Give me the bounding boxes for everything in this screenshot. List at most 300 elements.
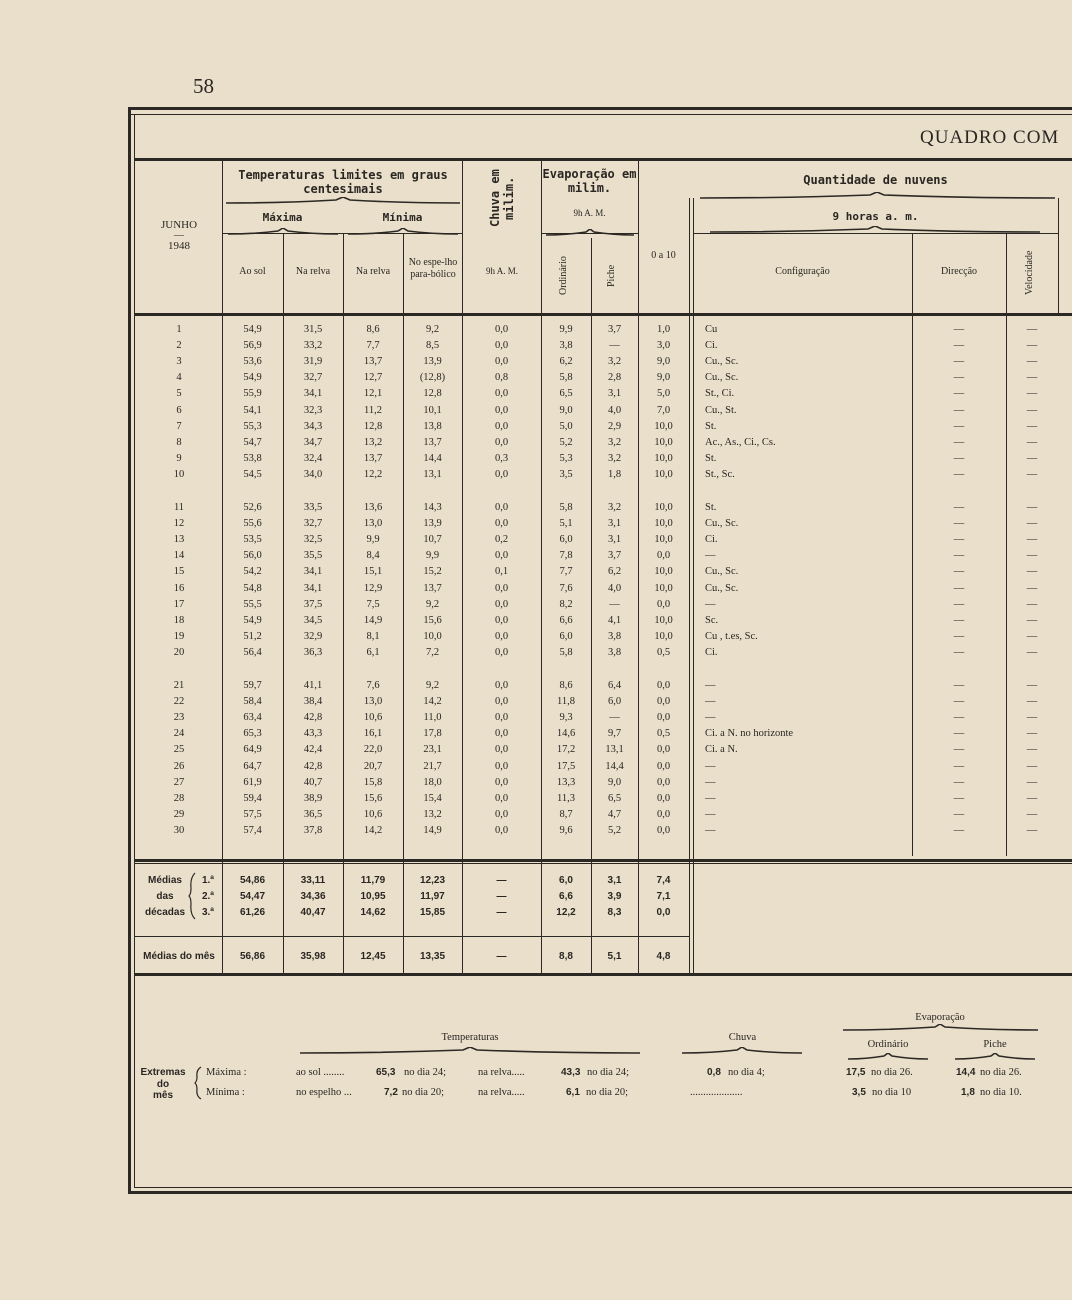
cell-nuvens-direccao: — bbox=[953, 680, 965, 691]
cell-nuvens-velocidade: — bbox=[1026, 452, 1038, 464]
max-sol-day: no dia 24; bbox=[404, 1067, 446, 1078]
cell-evap-ordinario: 7,7 bbox=[559, 566, 573, 578]
cell-max-na-relva: 35,5 bbox=[303, 550, 323, 562]
max-relva-label: na relva..... bbox=[478, 1067, 525, 1078]
cell-nuvens-quantidade: 10,0 bbox=[654, 582, 673, 594]
cell-nuvens-quantidade: 0,0 bbox=[656, 712, 671, 724]
maxima-row-label: Máxima : bbox=[206, 1067, 247, 1078]
cell-day: 23 bbox=[173, 712, 185, 724]
cell-min-na-relva: 15,6 bbox=[363, 792, 383, 804]
cell-evap-ordinario: 6,2 bbox=[559, 356, 573, 368]
cell-nuvens-velocidade: — bbox=[1026, 614, 1038, 626]
min-piche-value: 1,8 bbox=[961, 1087, 975, 1098]
cell-max-ao-sol: 54,9 bbox=[243, 372, 262, 384]
extremes-chuva-header: Chuva bbox=[728, 1032, 757, 1043]
cell-nuvens-configuracao: Ci. a N. no horizonte bbox=[705, 728, 794, 740]
cell-min-na-relva: 6,1 bbox=[366, 646, 380, 658]
medias-label: Médias bbox=[148, 875, 182, 886]
cell-min-na-relva: 15,1 bbox=[363, 566, 383, 578]
max-ord-value: 17,5 bbox=[846, 1067, 866, 1078]
cell-day: 21 bbox=[173, 680, 185, 691]
cell-evap-ordinario: 11,3 bbox=[557, 792, 575, 804]
cell-min-no-espelho: 13,8 bbox=[423, 420, 442, 432]
cell-min-no-espelho: 13,7 bbox=[423, 436, 442, 448]
decade-mean-value: 54,86 bbox=[239, 875, 266, 886]
cell-min-no-espelho: 12,8 bbox=[423, 388, 442, 400]
min-relva-day: no dia 20; bbox=[586, 1087, 628, 1098]
cell-day: 22 bbox=[173, 696, 185, 708]
cell-evap-piche: 6,4 bbox=[607, 680, 622, 691]
cell-evap-ordinario: 17,5 bbox=[556, 760, 576, 772]
cell-nuvens-velocidade: — bbox=[1026, 744, 1038, 756]
cell-nuvens-quantidade: 10,0 bbox=[654, 436, 673, 448]
cell-day: 7 bbox=[176, 420, 182, 432]
cell-chuva: 0,8 bbox=[494, 372, 509, 384]
cell-nuvens-direccao: — bbox=[953, 502, 965, 513]
table-title: QUADRO COM bbox=[920, 127, 1060, 148]
cell-chuva: 0,0 bbox=[494, 388, 509, 400]
cell-nuvens-quantidade: 10,0 bbox=[654, 468, 673, 480]
decade-mean-value: 14,62 bbox=[360, 907, 386, 918]
cell-nuvens-quantidade: 10,0 bbox=[654, 614, 673, 626]
cell-max-na-relva: 42,8 bbox=[303, 760, 323, 772]
cell-day: 8 bbox=[176, 436, 182, 448]
cell-nuvens-configuracao: — bbox=[705, 824, 716, 836]
cell-evap-piche: 4,7 bbox=[607, 808, 622, 820]
max-sol-label: ao sol ........ bbox=[296, 1067, 345, 1078]
cell-chuva: 0,0 bbox=[494, 582, 509, 594]
cell-nuvens-direccao: — bbox=[953, 646, 965, 658]
decade-mean-value: 6,0 bbox=[559, 875, 573, 886]
cell-min-no-espelho: 21,7 bbox=[423, 760, 442, 772]
cell-nuvens-velocidade: — bbox=[1026, 598, 1038, 610]
brace-extremes-chuva bbox=[682, 1047, 802, 1054]
cell-min-na-relva: 13,7 bbox=[363, 356, 383, 368]
cell-max-na-relva: 38,4 bbox=[303, 696, 323, 708]
cell-max-na-relva: 34,0 bbox=[303, 468, 323, 480]
cell-nuvens-direccao: — bbox=[953, 324, 965, 335]
cell-nuvens-direccao: — bbox=[953, 550, 965, 562]
cell-max-na-relva: 32,4 bbox=[303, 452, 323, 464]
extremes-ordinario-header: Ordinário bbox=[867, 1039, 909, 1050]
cell-evap-piche: 1,8 bbox=[607, 468, 622, 480]
cell-nuvens-direccao: — bbox=[953, 824, 965, 836]
frame-left-rule bbox=[128, 107, 131, 1194]
cell-nuvens-velocidade: — bbox=[1026, 436, 1038, 448]
month-mean-value: — bbox=[496, 951, 507, 962]
configuracao-header: Configuração bbox=[775, 266, 830, 277]
cell-nuvens-direccao: — bbox=[953, 728, 965, 740]
decade-mean-value: 15,85 bbox=[419, 907, 446, 918]
cell-nuvens-configuracao: — bbox=[705, 792, 716, 804]
cell-max-ao-sol: 56,9 bbox=[243, 340, 262, 352]
cell-evap-ordinario: 17,2 bbox=[556, 744, 576, 756]
cell-nuvens-configuracao: Cu., Sc. bbox=[705, 356, 739, 368]
cell-max-ao-sol: 54,9 bbox=[243, 324, 262, 335]
decade-mean-value: 0,0 bbox=[656, 907, 671, 918]
cell-nuvens-quantidade: 9,0 bbox=[656, 372, 671, 384]
cell-nuvens-velocidade: — bbox=[1026, 630, 1038, 642]
min-ord-day: no dia 10 bbox=[872, 1087, 912, 1098]
cell-min-na-relva: 13,7 bbox=[363, 452, 383, 464]
cell-min-na-relva: 20,7 bbox=[363, 760, 383, 772]
cell-min-no-espelho: 10,1 bbox=[423, 404, 442, 416]
cell-chuva: 0,0 bbox=[494, 356, 509, 368]
cell-nuvens-direccao: — bbox=[953, 696, 965, 708]
decade-mean-value: 33,11 bbox=[300, 875, 326, 886]
cell-day: 30 bbox=[173, 824, 185, 836]
cell-nuvens-velocidade: — bbox=[1026, 728, 1038, 740]
cell-min-na-relva: 11,2 bbox=[364, 404, 382, 416]
cell-evap-ordinario: 8,7 bbox=[559, 808, 573, 820]
cell-chuva: 0,0 bbox=[494, 598, 509, 610]
decade-mean-value: 3,9 bbox=[607, 891, 622, 902]
cell-evap-ordinario: 5,8 bbox=[559, 502, 573, 513]
cell-nuvens-direccao: — bbox=[953, 598, 965, 610]
cell-day: 16 bbox=[173, 582, 185, 594]
brace-temp bbox=[226, 197, 460, 204]
direccao-header: Direcção bbox=[940, 266, 978, 277]
cell-evap-piche: 3,1 bbox=[607, 518, 622, 530]
max-relva-value: 43,3 bbox=[561, 1067, 581, 1078]
cell-nuvens-configuracao: Cu., Sc. bbox=[705, 372, 739, 384]
decade-mean-value: 11,97 bbox=[420, 891, 445, 902]
cell-chuva: 0,0 bbox=[494, 744, 509, 756]
cell-min-no-espelho: 15,4 bbox=[423, 792, 442, 804]
cell-chuva: 0,3 bbox=[494, 452, 509, 464]
col-rule bbox=[1058, 198, 1059, 313]
cell-max-ao-sol: 55,5 bbox=[243, 598, 262, 610]
max-sol-value: 65,3 bbox=[376, 1067, 396, 1078]
cell-nuvens-direccao: — bbox=[953, 468, 965, 480]
decade-mean-value: 61,26 bbox=[239, 907, 266, 918]
cell-chuva: 0,0 bbox=[494, 420, 509, 432]
cell-evap-piche: 6,2 bbox=[607, 566, 622, 578]
cell-max-na-relva: 34,1 bbox=[303, 566, 323, 578]
cell-max-ao-sol: 63,4 bbox=[243, 712, 262, 724]
cell-min-no-espelho: 13,1 bbox=[423, 468, 442, 480]
cell-min-no-espelho: 13,9 bbox=[423, 518, 442, 530]
page-number: 58 bbox=[193, 74, 214, 98]
extremas-brace bbox=[194, 1066, 202, 1100]
cell-min-na-relva: 12,1 bbox=[363, 388, 383, 400]
cell-evap-ordinario: 5,2 bbox=[559, 436, 573, 448]
cell-nuvens-velocidade: — bbox=[1026, 534, 1038, 546]
nove-horas-header: 9 horas a. m. bbox=[832, 210, 919, 223]
cell-nuvens-quantidade: 10,0 bbox=[654, 630, 673, 642]
cell-nuvens-velocidade: — bbox=[1026, 792, 1038, 804]
cell-day: 15 bbox=[173, 566, 185, 578]
cell-nuvens-direccao: — bbox=[953, 744, 965, 756]
cell-chuva: 0,0 bbox=[494, 824, 509, 836]
cell-min-no-espelho: (12,8) bbox=[419, 372, 446, 384]
cell-day: — bbox=[173, 858, 185, 869]
cell-chuva: 0,0 bbox=[494, 760, 509, 772]
decade-mean-value: 10,95 bbox=[360, 891, 386, 902]
cell-chuva: 0,0 bbox=[494, 712, 509, 724]
frame-left-rule-inner bbox=[134, 114, 135, 1188]
do-label: do bbox=[156, 1079, 170, 1090]
cell-evap-piche: 3,1 bbox=[607, 534, 622, 546]
year-label: 1948 bbox=[168, 240, 190, 252]
cell-evap-ordinario: 13,3 bbox=[556, 776, 576, 788]
cell-day: 13 bbox=[173, 534, 185, 546]
cell-evap-piche: 6,5 bbox=[607, 792, 622, 804]
cell-min-na-relva: 7,7 bbox=[366, 340, 380, 352]
cell-chuva: 0,0 bbox=[494, 404, 509, 416]
cell-max-ao-sol: 54,9 bbox=[243, 614, 262, 626]
cell-nuvens-quantidade: 0,0 bbox=[656, 776, 671, 788]
month-mean-value: 35,98 bbox=[300, 951, 326, 962]
cell-nuvens-direccao: — bbox=[953, 858, 965, 869]
extremes-evap-header: Evaporação bbox=[915, 1012, 965, 1023]
cell-min-no-espelho: 17,8 bbox=[423, 728, 442, 740]
cell-nuvens-velocidade: — bbox=[1026, 808, 1038, 820]
cell-min-na-relva: 14,9 bbox=[363, 614, 383, 626]
cell-nuvens-velocidade: — bbox=[1026, 646, 1038, 658]
cell-max-na-relva: 43,3 bbox=[303, 728, 323, 740]
cell-evap-ordinario: 5,0 bbox=[559, 420, 573, 432]
frame-bottom-rule-inner bbox=[134, 1187, 1072, 1188]
decade-mean-value: 34,36 bbox=[300, 891, 326, 902]
min-esp-value: 7,2 bbox=[384, 1087, 398, 1098]
cell-nuvens-velocidade: — bbox=[1026, 550, 1038, 562]
cell-day: 19 bbox=[173, 630, 185, 642]
decade-mean-value: 12,2 bbox=[556, 907, 576, 918]
brace-minima bbox=[348, 228, 458, 235]
min-esp-day: no dia 20; bbox=[402, 1087, 444, 1098]
cell-min-na-relva: 13,6 bbox=[363, 502, 383, 513]
decade-mean-value: 8,3 bbox=[607, 907, 622, 918]
cell-chuva: 0,0 bbox=[494, 728, 509, 740]
cell-nuvens-configuracao: — bbox=[705, 808, 716, 820]
cell-min-na-relva: — bbox=[367, 858, 379, 869]
cell-min-na-relva: 15,8 bbox=[363, 776, 383, 788]
cell-nuvens-direccao: — bbox=[953, 566, 965, 578]
min-ord-value: 3,5 bbox=[852, 1087, 866, 1098]
cell-nuvens-velocidade: — bbox=[1026, 420, 1038, 432]
cell-evap-piche: 3,2 bbox=[607, 452, 622, 464]
cell-nuvens-configuracao: — bbox=[705, 680, 716, 691]
cell-nuvens-configuracao: St., Sc. bbox=[705, 468, 735, 480]
cell-chuva: 0,0 bbox=[494, 340, 509, 352]
month-mean-value: 56,86 bbox=[239, 951, 266, 962]
decade-mean-value: — bbox=[496, 875, 507, 886]
month-label: JUNHO bbox=[160, 219, 198, 231]
cell-nuvens-velocidade: — bbox=[1026, 518, 1038, 530]
cell-nuvens-quantidade: 1,0 bbox=[656, 324, 671, 335]
brace-nove-horas bbox=[710, 226, 1040, 233]
cell-max-ao-sol: 64,9 bbox=[243, 744, 262, 756]
cell-min-no-espelho: 13,9 bbox=[423, 356, 442, 368]
cell-min-no-espelho: 10,7 bbox=[423, 534, 442, 546]
decade-mean-value: 54,47 bbox=[239, 891, 266, 902]
cell-max-na-relva: 31,5 bbox=[303, 324, 323, 335]
cell-max-ao-sol: 56,4 bbox=[243, 646, 262, 658]
cell-chuva: 0,0 bbox=[494, 808, 509, 820]
month-mean-value: 8,8 bbox=[559, 951, 573, 962]
month-mean-value: 12,45 bbox=[360, 951, 386, 962]
cell-evap-piche: — bbox=[609, 598, 620, 610]
cell-min-no-espelho: 15,6 bbox=[423, 614, 442, 626]
medias-mes-label: Médias do mês bbox=[143, 951, 215, 962]
cell-nuvens-direccao: — bbox=[953, 808, 965, 820]
cell-nuvens-direccao: — bbox=[953, 388, 965, 400]
cell-nuvens-quantidade: 0,0 bbox=[656, 792, 671, 804]
decade-label: 2.ª bbox=[201, 891, 215, 902]
cell-max-ao-sol: 54,2 bbox=[243, 566, 262, 578]
min-chuva-dots: .................... bbox=[690, 1087, 743, 1098]
cell-max-ao-sol: 54,7 bbox=[243, 436, 262, 448]
cell-max-ao-sol: 54,8 bbox=[243, 582, 262, 594]
cell-nuvens-quantidade: 9,0 bbox=[656, 356, 671, 368]
cell-min-no-espelho: 14,3 bbox=[423, 502, 442, 513]
cell-nuvens-velocidade: — bbox=[1026, 824, 1038, 836]
cell-evap-ordinario: 6,0 bbox=[559, 630, 573, 642]
cell-max-na-relva: 38,9 bbox=[303, 792, 323, 804]
cell-nuvens-configuracao: St. bbox=[705, 420, 717, 432]
cell-evap-piche: 4,0 bbox=[607, 404, 622, 416]
cell-nuvens-velocidade: — bbox=[1026, 858, 1038, 869]
cell-max-ao-sol: 55,6 bbox=[243, 518, 262, 530]
cell-nuvens-configuracao: St. bbox=[705, 502, 717, 513]
brace-extremes-piche bbox=[955, 1053, 1035, 1060]
cell-nuvens-velocidade: — bbox=[1026, 356, 1038, 368]
chuva-hour: 9h A. M. bbox=[485, 266, 518, 276]
cell-evap-piche: 14,4 bbox=[605, 760, 624, 772]
cell-evap-piche: 3,8 bbox=[607, 646, 622, 658]
cell-evap-piche: 5,2 bbox=[607, 824, 622, 836]
cell-day: 6 bbox=[176, 404, 182, 416]
cell-evap-ordinario: 11,8 bbox=[557, 696, 575, 708]
month-mean-value: 5,1 bbox=[607, 951, 622, 962]
cell-nuvens-velocidade: — bbox=[1026, 468, 1038, 480]
cell-nuvens-quantidade: 7,0 bbox=[656, 404, 671, 416]
cell-max-na-relva: 42,8 bbox=[303, 712, 323, 724]
cell-nuvens-configuracao: Cu bbox=[705, 324, 718, 335]
cell-min-no-espelho: 13,2 bbox=[423, 808, 442, 820]
cell-nuvens-velocidade: — bbox=[1026, 502, 1038, 513]
cell-evap-ordinario: 5,8 bbox=[559, 646, 573, 658]
decade-mean-value: 7,1 bbox=[656, 891, 671, 902]
medias-mid-rule bbox=[134, 936, 689, 937]
cell-max-ao-sol: 54,5 bbox=[243, 468, 262, 480]
cell-chuva: 0,0 bbox=[494, 630, 509, 642]
cell-nuvens-configuracao: Ci. bbox=[705, 340, 718, 352]
cell-nuvens-quantidade: 0,0 bbox=[656, 760, 671, 772]
mes-label: mês bbox=[152, 1090, 173, 1101]
cell-evap-piche: 9,7 bbox=[607, 728, 622, 740]
decade-mean-value: 6,6 bbox=[559, 891, 573, 902]
cell-nuvens-quantidade: 0,0 bbox=[656, 598, 671, 610]
minima-row-label: Mínima : bbox=[206, 1087, 245, 1098]
cell-evap-piche: 3,1 bbox=[607, 388, 622, 400]
cell-min-no-espelho: 15,2 bbox=[423, 566, 442, 578]
cell-nuvens-quantidade: 10,0 bbox=[654, 420, 673, 432]
cell-nuvens-quantidade: 0,5 bbox=[656, 646, 671, 658]
col-rule bbox=[693, 198, 694, 973]
cell-max-ao-sol: — bbox=[247, 858, 258, 869]
cell-nuvens-quantidade: 0,0 bbox=[656, 824, 671, 836]
cell-max-na-relva: 36,3 bbox=[303, 646, 323, 658]
cell-nuvens-direccao: — bbox=[953, 792, 965, 804]
cell-nuvens-velocidade: — bbox=[1026, 776, 1038, 788]
cell-nuvens-configuracao: — bbox=[705, 712, 716, 724]
cell-max-na-relva: 37,8 bbox=[303, 824, 323, 836]
cell-nuvens-direccao: — bbox=[953, 776, 965, 788]
cell-day: 24 bbox=[173, 728, 185, 740]
cell-nuvens-velocidade: — bbox=[1026, 372, 1038, 384]
cell-max-ao-sol: 53,6 bbox=[243, 356, 262, 368]
cell-max-ao-sol: 59,7 bbox=[243, 680, 262, 691]
cell-nuvens-quantidade: 3,0 bbox=[656, 340, 671, 352]
extremas-label: Extremas bbox=[140, 1067, 186, 1078]
cell-chuva: 0,0 bbox=[494, 550, 509, 562]
extremes-piche-header: Piche bbox=[983, 1039, 1007, 1050]
month-mean-value: 4,8 bbox=[656, 951, 671, 962]
cell-nuvens-direccao: — bbox=[953, 760, 965, 772]
max-relva-day: no dia 24; bbox=[587, 1067, 629, 1078]
cell-chuva: 0,0 bbox=[494, 518, 509, 530]
cell-evap-ordinario: 6,5 bbox=[559, 388, 573, 400]
cell-nuvens-configuracao: Cu., Sc. bbox=[705, 518, 739, 530]
cell-evap-ordinario: 3,8 bbox=[559, 340, 573, 352]
cell-nuvens-quantidade: 10,0 bbox=[654, 452, 673, 464]
cell-nuvens-direccao: — bbox=[953, 614, 965, 626]
cell-nuvens-configuracao: — bbox=[705, 776, 716, 788]
cell-max-na-relva: 32,3 bbox=[303, 404, 323, 416]
cell-evap-ordinario: 7,6 bbox=[559, 582, 573, 594]
evap-group-header: Evaporação em milim. bbox=[542, 167, 637, 195]
decade-mean-value: 11,79 bbox=[360, 875, 386, 886]
cell-day: 12 bbox=[173, 518, 185, 530]
brace-maxima bbox=[228, 228, 338, 235]
cell-nuvens-configuracao: Ac., As., Ci., Cs. bbox=[705, 436, 776, 448]
cell-evap-ordinario: 6,6 bbox=[559, 614, 573, 626]
cell-min-na-relva: 9,9 bbox=[366, 534, 380, 546]
cell-day: 11 bbox=[173, 502, 185, 513]
cell-nuvens-direccao: — bbox=[953, 534, 965, 546]
cell-day: 9 bbox=[176, 452, 182, 464]
cell-min-na-relva: 8,6 bbox=[366, 324, 380, 335]
cell-nuvens-velocidade: — bbox=[1026, 340, 1038, 352]
ordinario-header: Ordinário bbox=[558, 256, 569, 296]
min-relva-value: 6,1 bbox=[566, 1087, 580, 1098]
cell-nuvens-configuracao: Ci. a N. bbox=[705, 744, 738, 756]
decade-mean-value: — bbox=[496, 891, 507, 902]
cell-nuvens-velocidade: — bbox=[1026, 582, 1038, 594]
decade-mean-value: 12,23 bbox=[419, 875, 446, 886]
decade-label: 3.ª bbox=[201, 907, 215, 918]
cell-min-no-espelho: 14,2 bbox=[423, 696, 442, 708]
cell-day: 3 bbox=[176, 356, 182, 368]
cell-evap-piche: 3,8 bbox=[607, 630, 622, 642]
cell-nuvens-direccao: — bbox=[953, 420, 965, 432]
cell-evap-ordinario: — bbox=[560, 858, 572, 869]
cell-day: 29 bbox=[173, 808, 185, 820]
decade-mean-value: — bbox=[496, 907, 507, 918]
cell-max-na-relva: 33,2 bbox=[303, 340, 323, 352]
cell-nuvens-velocidade: — bbox=[1026, 680, 1038, 691]
cell-day: 25 bbox=[173, 744, 185, 756]
cell-evap-piche: — bbox=[609, 858, 620, 869]
cell-max-ao-sol: 58,4 bbox=[243, 696, 262, 708]
cell-evap-ordinario: 3,5 bbox=[559, 468, 573, 480]
cell-min-no-espelho: 9,2 bbox=[425, 598, 440, 610]
cell-max-na-relva: 34,7 bbox=[303, 436, 323, 448]
decade-mean-value: 7,4 bbox=[656, 875, 671, 886]
cell-min-na-relva: 10,6 bbox=[363, 808, 383, 820]
